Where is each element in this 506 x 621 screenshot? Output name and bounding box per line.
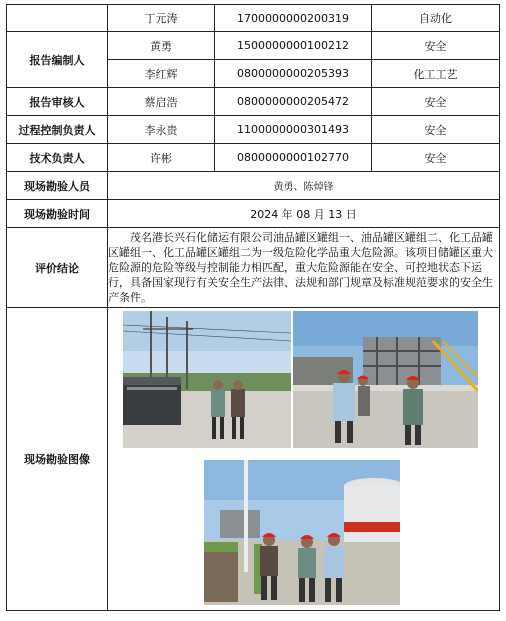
person-name: 蔡启浩 [108, 88, 215, 116]
table-row [7, 308, 500, 611]
table-row [7, 144, 500, 172]
table-row [7, 172, 500, 200]
conclusion-label: 评价结论 [7, 228, 108, 308]
report-author-label: 报告编制人 [7, 32, 108, 88]
survey-images-label: 现场勘验图像 [7, 308, 108, 611]
person-field: 安全 [372, 144, 500, 172]
person-id: 0800000000205472 [215, 88, 372, 116]
person-name: 黄勇 [108, 32, 215, 60]
person-name: 丁元涛 [108, 5, 215, 32]
person-field: 自动化 [372, 5, 500, 32]
person-field: 安全 [372, 116, 500, 144]
person-id: 0800000000205393 [215, 60, 372, 88]
person-id: 0800000000102770 [215, 144, 372, 172]
report-reviewer-label: 报告审核人 [7, 88, 108, 116]
table-row [7, 228, 500, 308]
person-field: 化工工艺 [372, 60, 500, 88]
survey-time-value: 2024 年 08 月 13 日 [108, 200, 500, 228]
table-row [7, 116, 500, 144]
table-row [7, 200, 500, 228]
survey-time-label: 现场勘验时间 [7, 200, 108, 228]
table-row [7, 88, 500, 116]
report-table [6, 4, 500, 611]
person-name: 李红辉 [108, 60, 215, 88]
person-field: 安全 [372, 32, 500, 60]
conclusion-text: 茂名港长兴石化储运有限公司油品罐区罐组一、油品罐区罐组二、化工品罐区罐组一、化工品罐区罐组二为一级危险化学品重大危险源。该项目储罐区重大危险源的危险等级与控制能力相匹配，重大危险源能在安全、可控地状态下运行，具备国家现行有关安全生产法律、法规和部门规章及标准规范要求的安全生产条件。 [108, 228, 500, 308]
site-photo-tanks [204, 460, 400, 605]
survey-people-value: 黄勇、陈焯锋 [108, 172, 500, 200]
process-control-label: 过程控制负责人 [7, 116, 108, 144]
person-id: 1100000000301493 [215, 116, 372, 144]
person-field: 安全 [372, 88, 500, 116]
person-name: 许彬 [108, 144, 215, 172]
site-photo-refinery [293, 311, 478, 448]
technical-lead-label: 技术负责人 [7, 144, 108, 172]
site-photo-gate [123, 311, 291, 448]
person-id: 1700000000200319 [215, 5, 372, 32]
person-id: 1500000000100212 [215, 32, 372, 60]
empty-label-cell [7, 5, 108, 32]
survey-people-label: 现场勘验人员 [7, 172, 108, 200]
survey-images-cell [108, 308, 500, 611]
person-name: 李永贵 [108, 116, 215, 144]
table-row [7, 5, 500, 32]
table-row [7, 32, 500, 60]
